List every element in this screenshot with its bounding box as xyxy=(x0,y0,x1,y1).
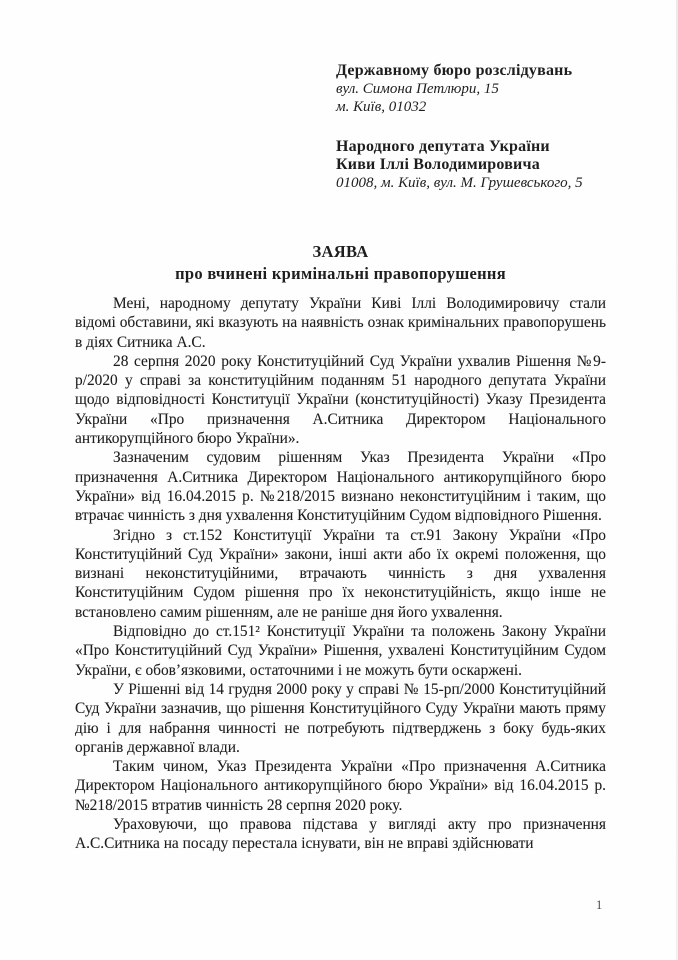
sender-address: 01008, м. Київ, вул. М. Грушевського, 5 xyxy=(336,175,583,191)
paragraph-5: Відповідно до ст.151² Конституції України та положень Закону України «Про Конституційний Суд України» Рішення, ухвалені Конституційним Судом України, є обов’язковими, остаточними і не можуть бути оскаржені. xyxy=(75,623,606,679)
paragraph-3: Зазначеним судовим рішенням Указ Президента України «Про призначення А.Ситника Директором Національного антикорупційного бюро України» від 16.04.2015 р. №218/2015 визнано неконституційним і таким, що втрачає чинність з дня ухвалення Конституційним Судом відповідного Рішення. xyxy=(75,449,606,525)
sender-title: Народного депутата України xyxy=(336,138,550,155)
paragraph-4: Згідно з ст.152 Конституції України та ст.91 Закону України «Про Конституційний Суд України» закони, інші акти або їх окремі положення, що визнані неконституційними, втрачають чинність з дня ухвалення Конституційним Судом рішення про їх неконституційність, якщо інше не встановлено самим рішенням, але не раніше дня його ухвалення. xyxy=(75,526,606,621)
paragraph-2: 28 серпня 2020 року Конституційний Суд України ухвалив Рішення №9-р/2020 у справі за конституційним поданням 51 народного депутата України щодо відповідності Конституції України (конституційності) Указу Президента України «Про призначення А.Ситника Директором Національного антикорупційного бюро України». xyxy=(75,352,606,448)
document-body xyxy=(75,294,606,854)
paragraph-1: Мені, народному депутату України Киві Іллі Володимировичу стали відомі обставини, які вказують на наявність ознак кримінальних правопорушень в діях Ситника А.С. xyxy=(75,295,606,351)
sender-block xyxy=(336,138,672,192)
document-title xyxy=(75,241,606,285)
page-number: 1 xyxy=(596,898,603,912)
title-subtitle: про вчинені кримінальні правопорушення xyxy=(175,264,506,283)
paragraph-6: У Рішенні від 14 грудня 2000 року у справі № 15-рп/2000 Конституційний Суд України зазначив, що рішення Конституційного Суду України мають пряму дію і для набрання чинності не потребують підтверджень з боку будь-яких органів державної влади. xyxy=(75,680,606,756)
paragraph-7: Таким чином, Указ Президента України «Про призначення А.Ситника Директором Національного антикорупційного бюро України» від 16.04.2015 р. №218/2015 втратив чинність 28 серпня 2020 року. xyxy=(75,758,606,814)
address-header xyxy=(336,62,672,192)
sender-name: Киви Іллі Володимировича xyxy=(336,156,540,173)
recipient-block xyxy=(336,62,672,116)
recipient-city: м. Київ, 01032 xyxy=(336,99,427,115)
paragraph-8: Ураховуючи, що правова підстава у вигляді акту про призначення А.С.Ситника на посаду перестала існувати, він не вправі здійснювати xyxy=(75,816,606,853)
recipient-name: Державному бюро розслідувань xyxy=(336,62,573,79)
recipient-street: вул. Симона Петлюри, 15 xyxy=(336,81,499,97)
title-main: ЗАЯВА xyxy=(312,242,369,261)
